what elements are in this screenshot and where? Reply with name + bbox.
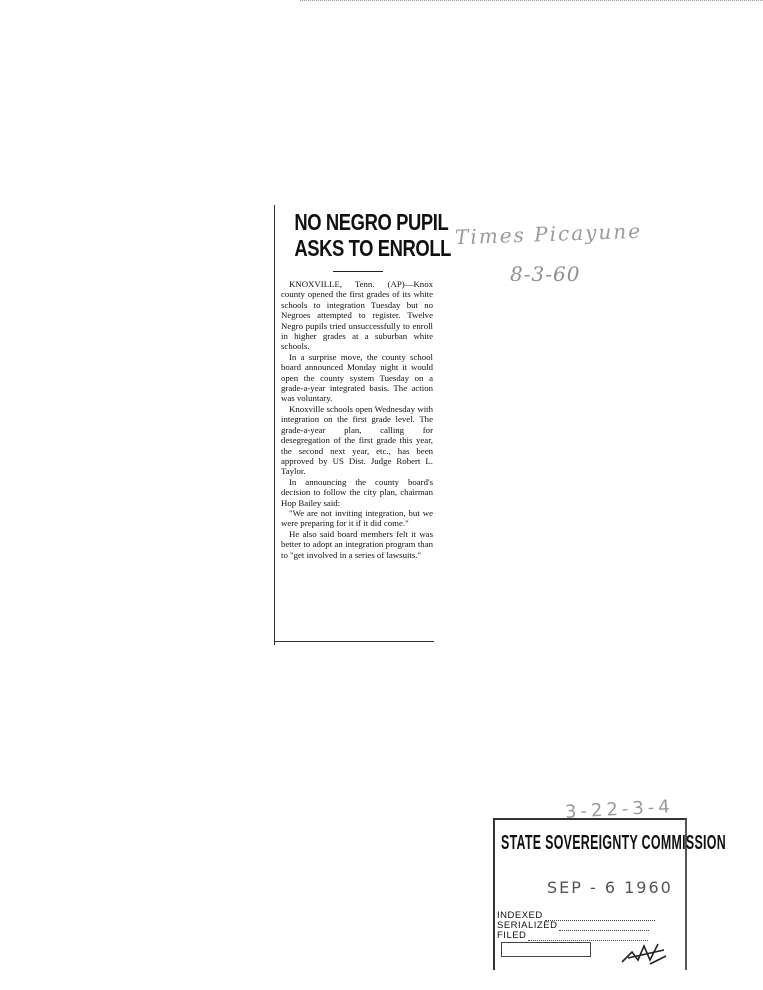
article-paragraph: KNOXVILLE, Tenn. (AP)—Knox county opened the first grades of its white schools to integration Tuesday but no Negroes attempted to register. Twelve Negro pupils tried unsuccessfully to enroll in higher grades at a suburban white schools.: [281, 279, 433, 352]
stamp-row-label: SERIALIZED: [497, 920, 558, 931]
top-edge-dotted-line: [300, 0, 763, 5]
article-paragraph: In a surprise move, the county school board announced Monday night it would open the county system Tuesday on a grade-a-year integrated basis. The action was voluntary.: [281, 351, 433, 404]
headline-line-1: NO NEGRO PUPIL: [294, 209, 449, 235]
article-paragraph: In announcing the county board's decision to follow the city plan, chairman Hop Bailey said:: [281, 476, 433, 508]
handwritten-source-note: Times Picayune: [454, 218, 643, 250]
handwritten-initials-mark: [620, 938, 670, 966]
headline: [279, 209, 452, 261]
stamp-date: SEP - 6 1960: [547, 878, 673, 897]
article-paragraph: He also said board members felt it was better to adopt an integration program than to "get involved in a series of lawsuits.": [281, 528, 433, 560]
stamp-lower-box: [501, 942, 591, 957]
clipping-bottom-edge: [274, 641, 434, 642]
headline-divider: [333, 271, 383, 272]
headline-line-2: ASKS TO ENROLL: [294, 235, 452, 261]
article-body: [281, 279, 433, 560]
article-paragraph: Knoxville schools open Wednesday with integration on the first grade level. The grade-a-year plan, calling for desegregation of the first grade this year, the second next year, etc., has been approved by US Dist. Judge Robert L. Taylor.: [281, 403, 433, 477]
commission-stamp: [493, 818, 727, 970]
article-paragraph: "We are not inviting integration, but we were preparing for it if it did come.": [281, 507, 433, 529]
stamp-file-number: 3-22-3-4: [564, 796, 675, 823]
newspaper-clipping: [274, 205, 452, 645]
stamp-row-label: INDEXED: [497, 910, 543, 921]
handwritten-date-note: 8-3-60: [510, 262, 581, 286]
stamp-row-label: FILED: [497, 930, 527, 941]
stamp-title: STATE SOVEREIGNTY COMMISSION: [501, 832, 727, 854]
